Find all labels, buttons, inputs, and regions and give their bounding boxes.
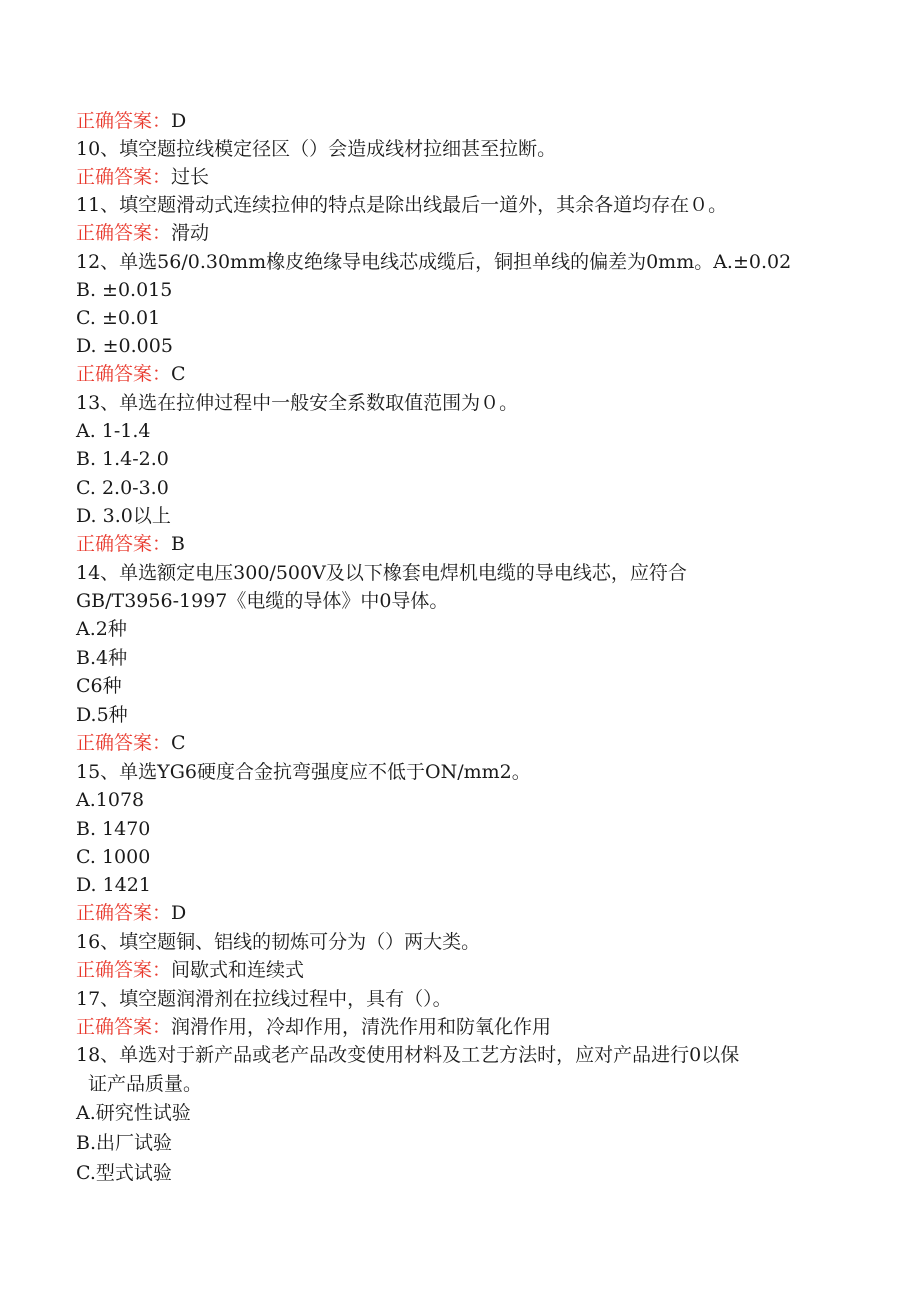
option-line: C6种	[76, 675, 122, 697]
option-line: A.2种	[76, 618, 127, 640]
option-line: C. 2.0-3.0	[76, 477, 169, 499]
answer-value: D	[171, 110, 187, 132]
answer-value: C	[171, 363, 186, 385]
answer-label: 正确答案：	[76, 732, 172, 754]
option-line: D. 1421	[76, 874, 151, 896]
option-line: A.1078	[76, 789, 145, 811]
option-line: A.研究性试验	[76, 1102, 191, 1124]
answer-value: 滑动	[171, 222, 210, 244]
question-line: 10、填空题拉线模定径区（）会造成线材拉细甚至拉断。	[76, 138, 557, 160]
answer-label: 正确答案：	[76, 959, 172, 981]
answer-line	[76, 731, 186, 755]
option-line: B. 1470	[76, 818, 151, 840]
option-line: D. 3.0以上	[76, 505, 171, 527]
question-line: 13、单选在拉伸过程中一般安全系数取值范围为０。	[76, 392, 519, 414]
option-line: C. 1000	[76, 846, 151, 868]
answer-label: 正确答案：	[76, 902, 172, 924]
option-line: D. ±0.005	[76, 335, 173, 357]
answer-line	[76, 109, 186, 133]
answer-label: 正确答案：	[76, 222, 172, 244]
question-line: 14、单选额定电压300/500V及以下橡套电焊机电缆的导电线芯，应符合	[76, 562, 687, 584]
option-line: B.出厂试验	[76, 1132, 173, 1154]
question-line: 证产品质量。	[88, 1073, 203, 1095]
answer-label: 正确答案：	[76, 363, 172, 385]
question-line: GB/T3956-1997《电缆的导体》中0导体。	[76, 590, 449, 612]
answer-line	[76, 1015, 551, 1039]
answer-line	[76, 362, 186, 386]
answer-value: 过长	[171, 166, 210, 188]
question-line: 12、单选56/0.30mm橡皮绝缘导电线芯成缆后，铜担单线的偏差为0mm。A.±0.02	[76, 251, 792, 273]
answer-label: 正确答案：	[76, 1016, 172, 1038]
answer-value: 间歇式和连续式	[171, 959, 305, 981]
answer-line	[76, 901, 186, 925]
question-line: 15、单选YG6硬度合金抗弯强度应不低于ON/mm2。	[76, 761, 531, 783]
answer-line	[76, 958, 304, 982]
option-line: B. 1.4-2.0	[76, 448, 169, 470]
option-line: C. ±0.01	[76, 307, 161, 329]
question-line: 16、填空题铜、铝线的韧炼可分为（）两大类。	[76, 931, 481, 953]
answer-value: D	[171, 902, 187, 924]
answer-line	[76, 532, 185, 556]
answer-label: 正确答案：	[76, 166, 172, 188]
question-line: 17、填空题润滑剂在拉线过程中，具有（）。	[76, 988, 452, 1010]
option-line: B. ±0.015	[76, 279, 173, 301]
answer-value: 润滑作用，冷却作用，清洗作用和防氧化作用	[171, 1016, 552, 1038]
answer-line	[76, 221, 209, 245]
answer-label: 正确答案：	[76, 533, 172, 555]
answer-line	[76, 165, 209, 189]
option-line: A. 1-1.4	[76, 420, 151, 442]
question-line: 11、填空题滑动式连续拉伸的特点是除出线最后一道外，其余各道均存在０。	[76, 194, 728, 216]
option-line: B.4种	[76, 647, 128, 669]
option-line: D.5种	[76, 704, 128, 726]
option-line: C.型式试验	[76, 1162, 172, 1184]
question-line: 18、单选对于新产品或老产品改变使用材料及工艺方法时，应对产品进行0以保	[76, 1044, 740, 1066]
answer-label: 正确答案：	[76, 110, 172, 132]
answer-value: C	[171, 732, 186, 754]
answer-value: B	[171, 533, 185, 555]
